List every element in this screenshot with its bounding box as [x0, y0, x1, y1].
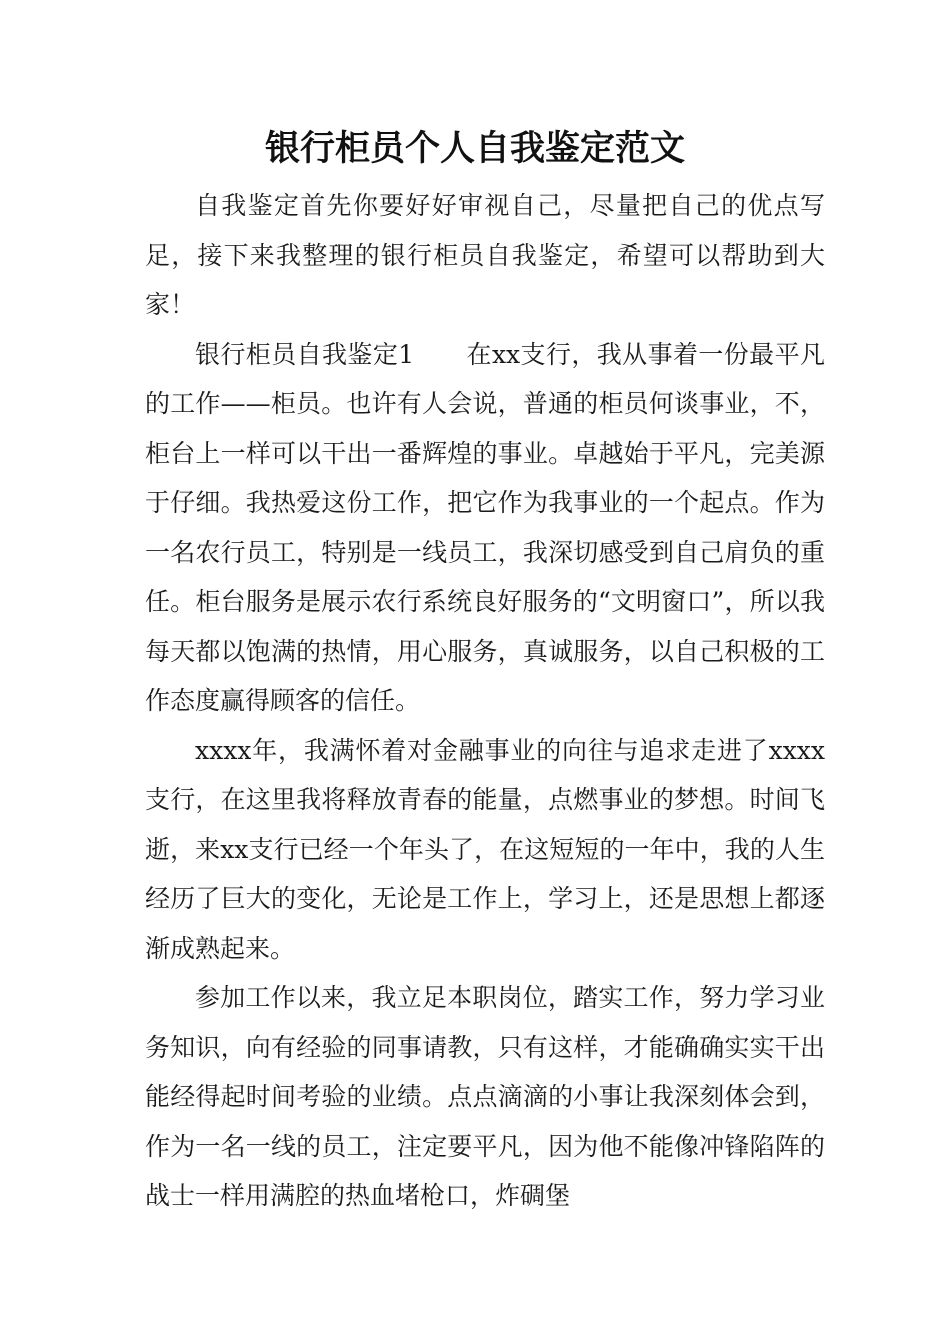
page-title: 银行柜员个人自我鉴定范文 [264, 129, 685, 169]
section-heading: 银行柜员自我鉴定1 [195, 339, 415, 369]
work-attitude-paragraph: 参加工作以来，我立足本职岗位，踏实工作，努力学习业务知识，向有经验的同事请教，只有这样，才能确确实实干出能经得起时间考验的业绩。点点滴滴的小事让我深刻体会到，作为一名一线的员工，注定要平凡，因为他不能像冲锋陷阵的战士一样用满腔的热血堵枪口，炸碉堡 [145, 983, 825, 1210]
section-1-text: 在xx支行，我从事着一份最平凡的工作——柜员。也许有人会说，普通的柜员何谈事业，不，柜台上一样可以干出一番辉煌的事业。卓越始于平凡，完美源于仔细。我热爱这份工作，把它作为我事业的一个起点。作为一名农行员工，特别是一线员工，我深切感受到自己肩负的重任。柜台服务是展示农行系统良好服务的“文明窗口”，所以我每天都以饱满的热情，用心服务，真诚服务，以自己积极的工作态度赢得顾客的信任。 [145, 339, 825, 715]
career-start-paragraph: xxxx年，我满怀着对金融事业的向往与追求走进了xxxx支行，在这里我将释放青春的能量，点燃事业的梦想。时间飞逝，来xx支行已经一个年头了，在这短短的一年中，我的人生经历了巨大的变化，无论是工作上，学习上，还是思想上都逐渐成熟起来。 [145, 735, 825, 963]
document-body [145, 181, 825, 1221]
section-1-paragraph [145, 330, 825, 726]
intro-paragraph: 自我鉴定首先你要好好审视自己，尽量把自己的优点写足，接下来我整理的银行柜员自我鉴定，希望可以帮助到大家！ [145, 191, 825, 319]
